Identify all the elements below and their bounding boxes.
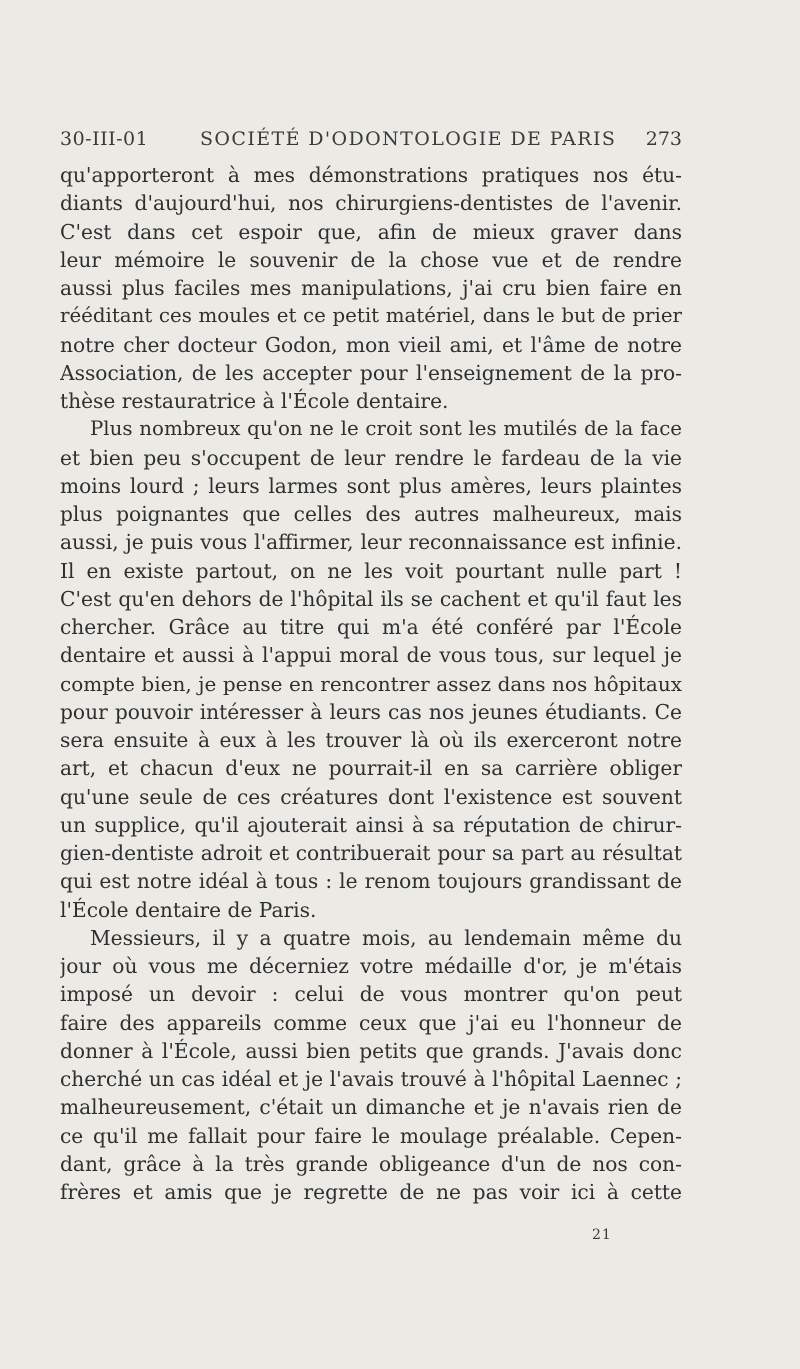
text-line: Plus nombreux qu'on ne le croit sont les mutilés de la face bbox=[90, 417, 682, 441]
text-line: pour pouvoir intéresser à leurs cas nos jeunes étudiants. Ce bbox=[60, 699, 682, 724]
text-line: thèse restauratrice à l'École dentaire. bbox=[60, 389, 449, 413]
text-line: ce qu'il me fallait pour faire le moulage préalable. Cepen- bbox=[60, 1123, 682, 1148]
text-line: cherché un cas idéal et je l'avais trouvé à l'hôpital Laennec ; bbox=[60, 1067, 682, 1091]
text-line: moins lourd ; leurs larmes sont plus amères, leurs plaintes bbox=[60, 473, 682, 498]
text-line: leur mémoire le souvenir de la chose vue et de rendre bbox=[60, 247, 682, 272]
text-line: jour où vous me décerniez votre médaille d'or, je m'étais bbox=[60, 954, 682, 978]
text-line: Messieurs, il y a quatre mois, au lendemain même du bbox=[90, 925, 682, 950]
text-line: qu'apporteront à mes démonstrations pratiques nos étu- bbox=[60, 163, 682, 187]
text-line: Il en existe partout, on ne les voit pourtant nulle part ! bbox=[60, 558, 682, 583]
text-line: un supplice, qu'il ajouterait ainsi à sa réputation de chirur- bbox=[60, 812, 682, 837]
text-line: aussi plus faciles mes manipulations, j'ai cru bien faire en bbox=[60, 276, 682, 300]
text-line: notre cher docteur Godon, mon vieil ami, et l'âme de notre bbox=[60, 332, 682, 357]
text-line: l'École dentaire de Paris. bbox=[60, 897, 317, 922]
text-line: dant, grâce à la très grande obligeance d'un de nos con- bbox=[60, 1151, 682, 1176]
text-line: art, et chacun d'eux ne pourrait-il en sa carrière obliger bbox=[60, 756, 682, 781]
page-header bbox=[60, 128, 682, 158]
body-text bbox=[60, 161, 682, 1206]
header-date: 30-III-01 bbox=[60, 128, 149, 150]
text-line: C'est qu'en dehors de l'hôpital ils se cachent et qu'il faut les bbox=[60, 586, 682, 611]
text-line: sera ensuite à eux à les trouver là où ils exerceront notre bbox=[60, 728, 682, 752]
text-line: dentaire et aussi à l'appui moral de vous tous, sur lequel je bbox=[60, 643, 682, 668]
text-line: compte bien, je pense en rencontrer assez dans nos hôpitaux bbox=[60, 671, 682, 696]
text-line: C'est dans cet espoir que, afin de mieux graver dans bbox=[60, 219, 682, 244]
text-line: plus poignantes que celles des autres malheureux, mais bbox=[60, 502, 682, 526]
page-number: 273 bbox=[645, 128, 682, 150]
text-line: malheureusement, c'était un dimanche et je n'avais rien de bbox=[60, 1095, 682, 1120]
text-line: rééditant ces moules et ce petit matériel, dans le but de prier bbox=[60, 304, 682, 328]
text-line: imposé un devoir : celui de vous montrer qu'on peut bbox=[60, 982, 682, 1007]
text-line: chercher. Grâce au titre qui m'a été conféré par l'École bbox=[60, 615, 682, 639]
running-title: SOCIÉTÉ D'ODONTOLOGIE DE PARIS bbox=[200, 128, 617, 150]
text-line: frères et amis que je regrette de ne pas voir ici à cette bbox=[60, 1180, 682, 1204]
text-line: qui est notre idéal à tous : le renom toujours grandissant de bbox=[60, 869, 682, 894]
text-line: donner à l'École, aussi bien petits que grands. J'avais donc bbox=[60, 1038, 682, 1063]
signature-mark: 21 bbox=[592, 1227, 612, 1243]
text-line: diants d'aujourd'hui, nos chirurgiens-dentistes de l'avenir. bbox=[60, 191, 682, 216]
text-line: Association, de les accepter pour l'enseignement de la pro- bbox=[60, 360, 682, 385]
text-line: et bien peu s'occupent de leur rendre le fardeau de la vie bbox=[60, 445, 682, 470]
text-line: faire des appareils comme ceux que j'ai eu l'honneur de bbox=[60, 1010, 682, 1035]
text-line: qu'une seule de ces créatures dont l'existence est souvent bbox=[60, 784, 682, 809]
text-line: aussi, je puis vous l'affirmer, leur reconnaissance est infinie. bbox=[60, 530, 682, 555]
text-line: gien-dentiste adroit et contribuerait pour sa part au résultat bbox=[60, 841, 682, 865]
